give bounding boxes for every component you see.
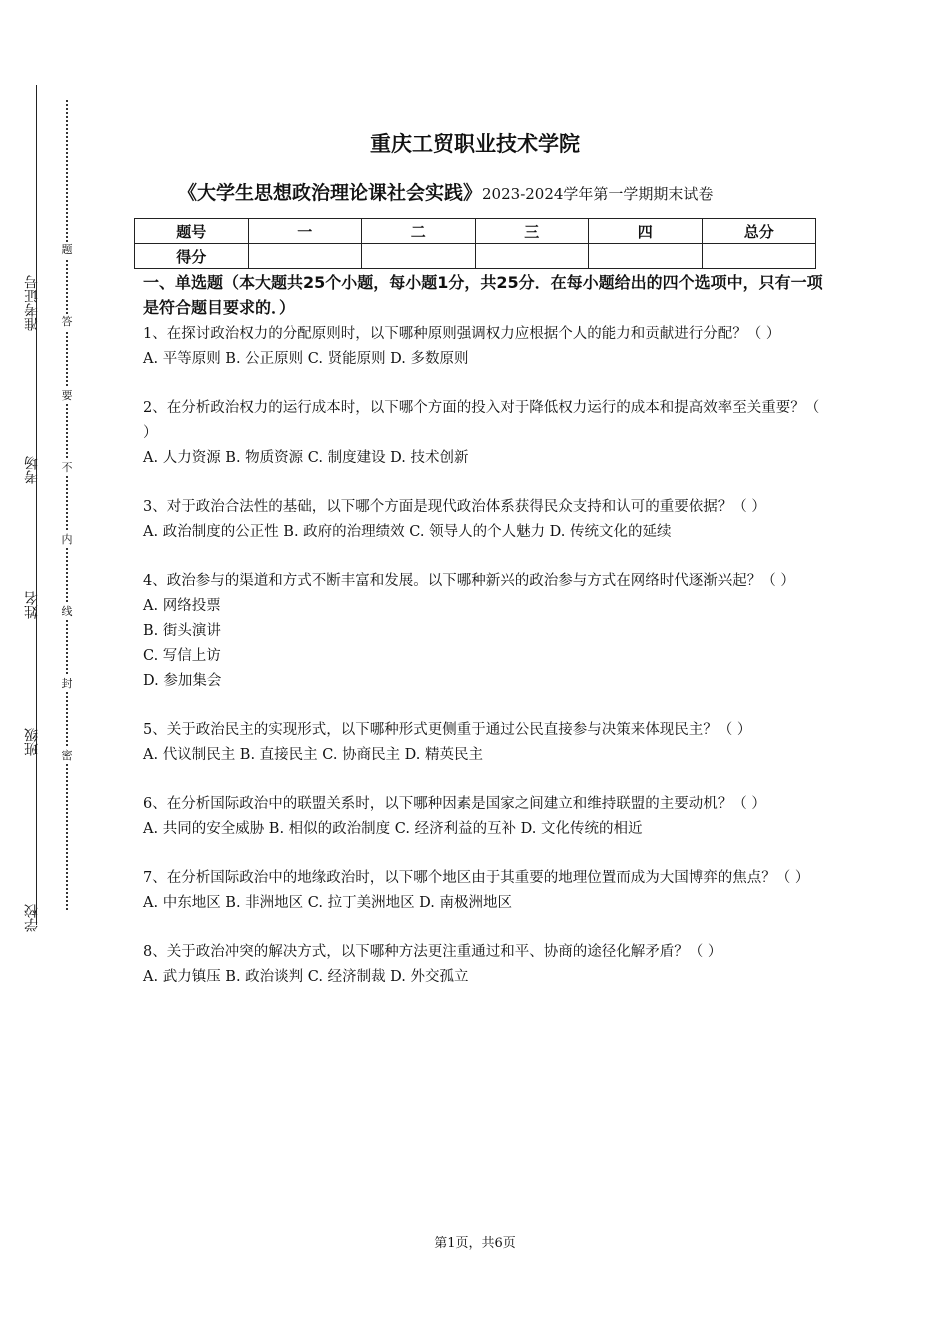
question — [143, 718, 823, 768]
question-options: A. 代议制民主 B. 直接民主 C. 协商民主 D. 精英民主 — [143, 747, 484, 763]
seal-char: 线 — [59, 604, 75, 620]
score-table-cell: 总分 — [702, 219, 816, 244]
section-title: 一、单选题（本大题共25个小题，每小题1分，共25分．在每小题给出的四个选项中，只有一项是符合题目要求的．） — [143, 273, 823, 317]
score-table-cell: 二 — [362, 219, 476, 244]
school-title: 重庆工贸职业技术学院 — [370, 132, 580, 156]
question-text: 6、在分析国际政治中的联盟关系时，以下哪种因素是国家之间建立和维持联盟的主要动机？（ ） — [143, 796, 766, 812]
question-option: B. 街头演讲 — [143, 623, 221, 639]
seal-char: 内 — [59, 532, 75, 548]
question-text: 4、政治参与的渠道和方式不断丰富和发展。以下哪种新兴的政治参与方式在网络时代逐渐兴起？（ ） — [143, 573, 795, 589]
label-exam-room: 考场 — [24, 456, 40, 484]
page-footer: 第1页，共6页 — [434, 1236, 516, 1251]
question-options: A. 中东地区 B. 非洲地区 C. 拉丁美洲地区 D. 南极洲地区 — [143, 895, 513, 911]
question — [143, 866, 823, 916]
seal-char: 题 — [59, 242, 75, 258]
question-options: A. 人力资源 B. 物质资源 C. 制度建设 D. 技术创新 — [143, 450, 469, 466]
question-text: 2、在分析政治权力的运行成本时，以下哪个方面的投入对于降低权力运行的成本和提高效率至关重要？（ ） — [143, 400, 820, 441]
seal-char: 密 — [59, 748, 75, 764]
question — [143, 495, 823, 545]
score-table-cell: 三 — [475, 219, 589, 244]
exam-content — [143, 270, 823, 990]
score-table-cell: 题号 — [135, 219, 249, 244]
binding-line — [36, 85, 37, 925]
label-class: 班级 — [24, 728, 40, 756]
question — [143, 569, 823, 694]
label-name: 姓名 — [24, 591, 40, 619]
question — [143, 322, 823, 372]
seal-char: 封 — [59, 676, 75, 692]
question — [143, 792, 823, 842]
question-option: A. 网络投票 — [143, 598, 221, 614]
question — [143, 396, 823, 471]
question-options: A. 平等原则 B. 公正原则 C. 贤能原则 D. 多数原则 — [143, 351, 469, 367]
score-cell-empty[interactable] — [362, 244, 476, 269]
seal-char: 答 — [59, 314, 75, 330]
score-row-label: 得分 — [135, 244, 249, 269]
question-text: 7、在分析国际政治中的地缘政治时，以下哪个地区由于其重要的地理位置而成为大国博弈的焦点？（ ） — [143, 870, 810, 886]
score-table — [134, 218, 816, 269]
score-table-cell: 四 — [589, 219, 703, 244]
score-table-score-row — [135, 244, 816, 269]
score-cell-empty[interactable] — [248, 244, 362, 269]
seal-char: 不 — [59, 460, 75, 476]
binding-margin — [0, 0, 100, 1344]
course-title-line — [178, 178, 713, 205]
score-cell-empty[interactable] — [589, 244, 703, 269]
question — [143, 940, 823, 990]
label-school: 学校 — [24, 904, 40, 932]
score-table-cell: 一 — [248, 219, 362, 244]
question-option: D. 参加集会 — [143, 673, 222, 689]
question-text: 8、关于政治冲突的解决方式，以下哪种方法更注重通过和平、协商的途径化解矛盾？（ ） — [143, 944, 723, 960]
score-cell-empty[interactable] — [702, 244, 816, 269]
term-label: 2023-2024学年第一学期期末试卷 — [482, 185, 714, 203]
question-text: 3、对于政治合法性的基础，以下哪个方面是现代政治体系获得民众支持和认可的重要依据？（ ） — [143, 499, 766, 515]
label-exam-number: 准考证号 — [24, 275, 40, 331]
course-name: 《大学生思想政治理论课社会实践》 — [178, 182, 483, 204]
score-table-header-row — [135, 219, 816, 244]
score-cell-empty[interactable] — [475, 244, 589, 269]
seal-dotted-line — [66, 100, 68, 910]
question-options: A. 武力镇压 B. 政治谈判 C. 经济制裁 D. 外交孤立 — [143, 969, 469, 985]
question-text: 1、在探讨政治权力的分配原则时，以下哪种原则强调权力应根据个人的能力和贡献进行分配？（ ） — [143, 326, 781, 342]
question-options: A. 共同的安全威胁 B. 相似的政治制度 C. 经济利益的互补 D. 文化传统的相近 — [143, 821, 643, 837]
question-text: 5、关于政治民主的实现形式，以下哪种形式更侧重于通过公民直接参与决策来体现民主？（ ） — [143, 722, 752, 738]
seal-char: 要 — [59, 388, 75, 404]
question-options: A. 政治制度的公正性 B. 政府的治理绩效 C. 领导人的个人魅力 D. 传统文化的延续 — [143, 524, 672, 540]
question-option: C. 写信上访 — [143, 648, 221, 664]
